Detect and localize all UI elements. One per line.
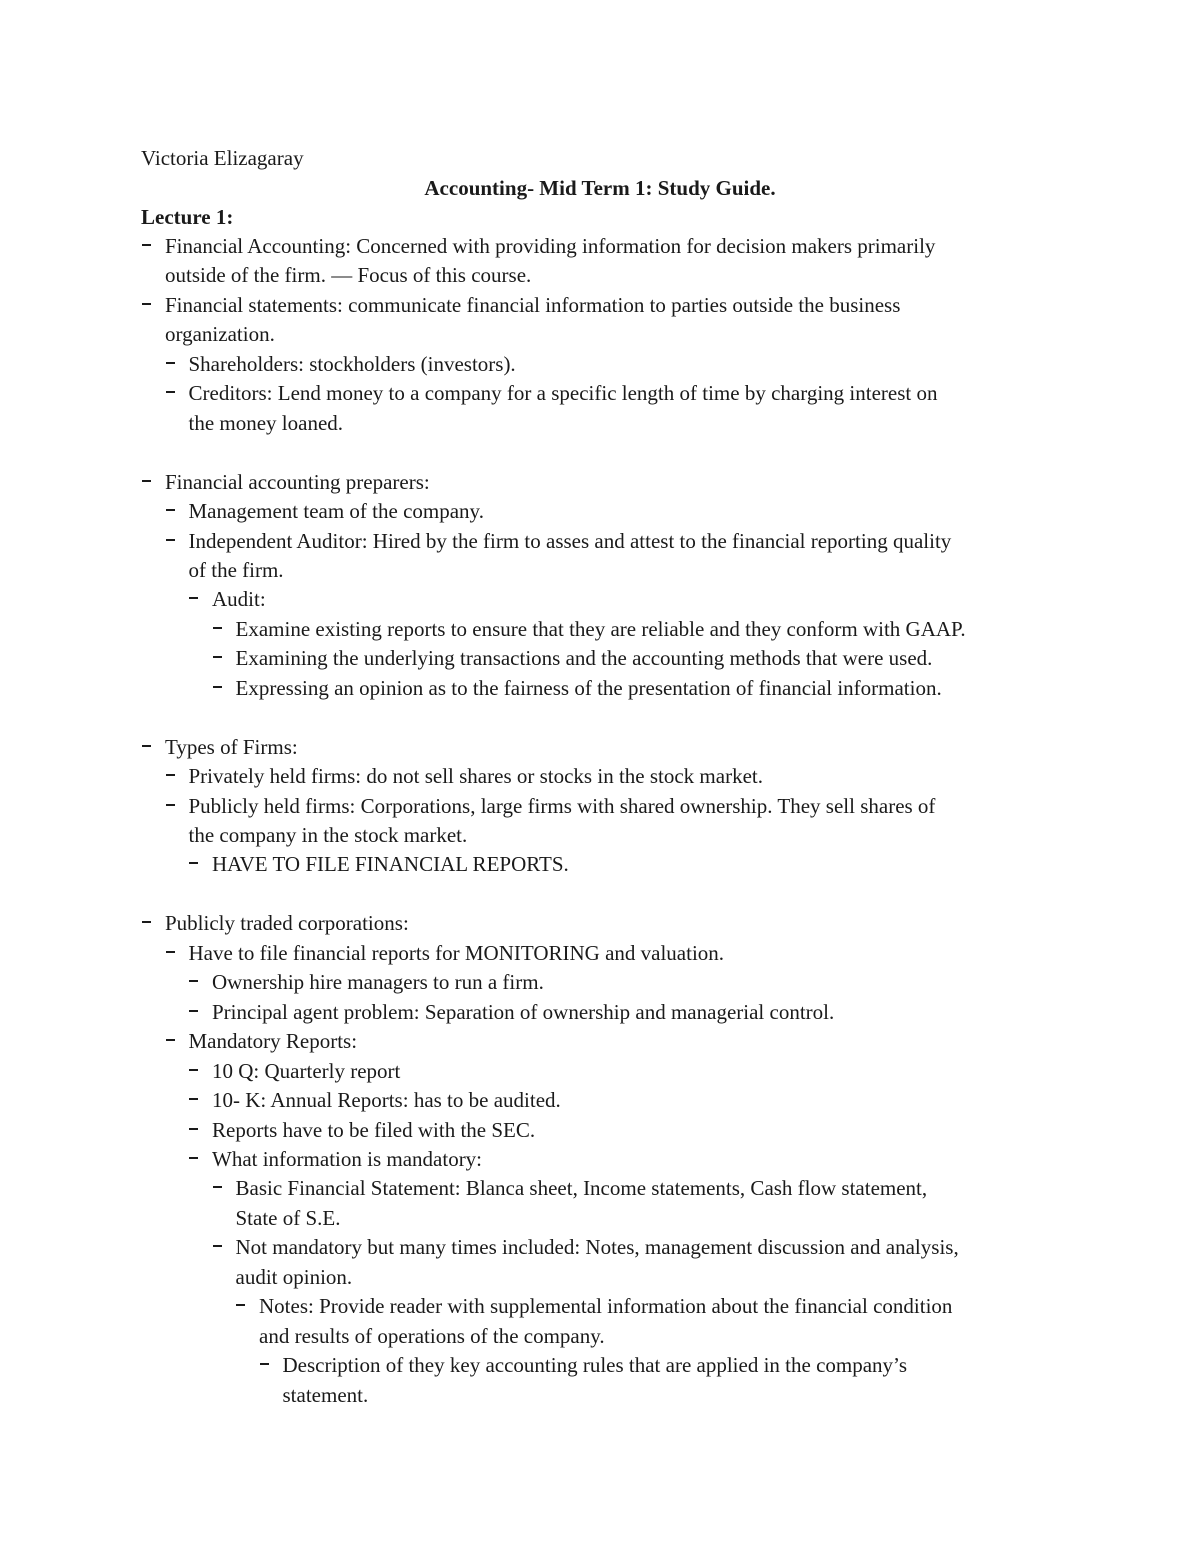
list-item: Management team of the company. [188,499,484,524]
list-item-continuation: and results of operations of the company. [259,1323,605,1348]
list-item: Financial statements: communicate financial information to parties outside the business [165,292,901,317]
bullet-dash-icon [260,1363,269,1365]
list-item: Not mandatory but many times included: Notes, management discussion and analysis, [235,1235,959,1260]
list-item: Shareholders: stockholders (investors). [188,351,516,376]
bullet-dash-icon [236,1304,245,1306]
list-item-continuation: the company in the stock market. [188,823,468,847]
bullet-dash-icon [142,244,151,246]
list-item: Publicly traded corporations: [165,911,409,936]
bullet-dash-icon [166,509,175,511]
bullet-dash-icon [189,1157,198,1159]
list-item: Creditors: Lend money to a company for a specific length of time by charging interest on [188,381,938,406]
list-item-continuation: outside of the firm. — Focus of this course. [165,263,532,288]
bullet-dash-icon [189,980,198,982]
bullet-dash-icon [189,597,198,599]
list-item: Reports have to be filed with the SEC. [212,1117,536,1142]
list-item: Basic Financial Statement: Blanca sheet, Income statements, Cash flow statement, [235,1176,928,1201]
list-item: Ownership hire managers to run a firm. [212,970,544,995]
list-item: Independent Auditor: Hired by the firm to asses and attest to the financial reporting quality [188,528,952,553]
list-item: HAVE TO FILE FINANCIAL REPORTS. [212,852,569,877]
bullet-dash-icon [166,951,175,953]
author-name: Victoria Elizagaray [141,146,304,170]
section-heading: Lecture 1: [141,205,234,229]
list-item: Principal agent problem: Separation of ownership and managerial control. [212,999,835,1024]
bullet-dash-icon [142,921,151,923]
bullet-dash-icon [142,480,151,482]
bullet-dash-icon [189,1098,198,1100]
bullet-dash-icon [166,391,175,393]
bullet-dash-icon [189,1010,198,1012]
bullet-dash-icon [189,862,198,864]
list-item: Description of they key accounting rules that are applied in the company’s [282,1353,908,1378]
list-item: Privately held firms: do not sell shares or stocks in the stock market. [188,764,763,789]
list-item: Mandatory Reports: [188,1029,358,1054]
list-item: Examine existing reports to ensure that they are reliable and they conform with GAAP. [235,616,966,641]
list-item: 10- K: Annual Reports: has to be audited. [212,1088,561,1113]
bullet-dash-icon [189,1128,198,1130]
list-item-continuation: organization. [165,322,275,347]
list-item: Financial Accounting: Concerned with providing information for decision makers primarily [165,234,936,258]
bullet-dash-icon [166,539,175,541]
document-title: Accounting- Mid Term 1: Study Guide. [424,176,776,200]
list-item-continuation: the money loaned. [188,410,344,435]
list-item: Examining the underlying transactions and the accounting methods that were used. [235,646,933,671]
list-item: Financial accounting preparers: [165,469,430,494]
list-item: Publicly held firms: Corporations, large firms with shared ownership. They sell shares of [188,793,936,818]
bullet-dash-icon [213,1245,222,1247]
list-item: 10 Q: Quarterly report [212,1058,401,1083]
bullet-dash-icon [142,303,151,305]
list-item-continuation: audit opinion. [235,1264,353,1289]
list-item-continuation: statement. [282,1382,369,1407]
bullet-dash-icon [213,686,222,688]
list-item: Have to file financial reports for MONITORING and valuation. [188,940,725,965]
bullet-dash-icon [142,745,151,747]
bullet-dash-icon [166,1039,175,1041]
bullet-dash-icon [213,656,222,658]
list-item: Expressing an opinion as to the fairness of the presentation of financial information. [235,675,942,700]
bullet-dash-icon [166,362,175,364]
list-item-continuation: of the firm. [188,557,284,582]
list-item-continuation: State of S.E. [235,1205,341,1230]
list-item: Notes: Provide reader with supplemental information about the financial condition [259,1294,953,1319]
bullet-dash-icon [189,1069,198,1071]
bullet-dash-icon [213,1186,222,1188]
bullet-dash-icon [166,804,175,806]
list-item: Types of Firms: [165,734,298,759]
bullet-dash-icon [166,774,175,776]
bullet-dash-icon [213,627,222,629]
list-item: What information is mandatory: [212,1146,483,1171]
list-item: Audit: [212,587,266,612]
